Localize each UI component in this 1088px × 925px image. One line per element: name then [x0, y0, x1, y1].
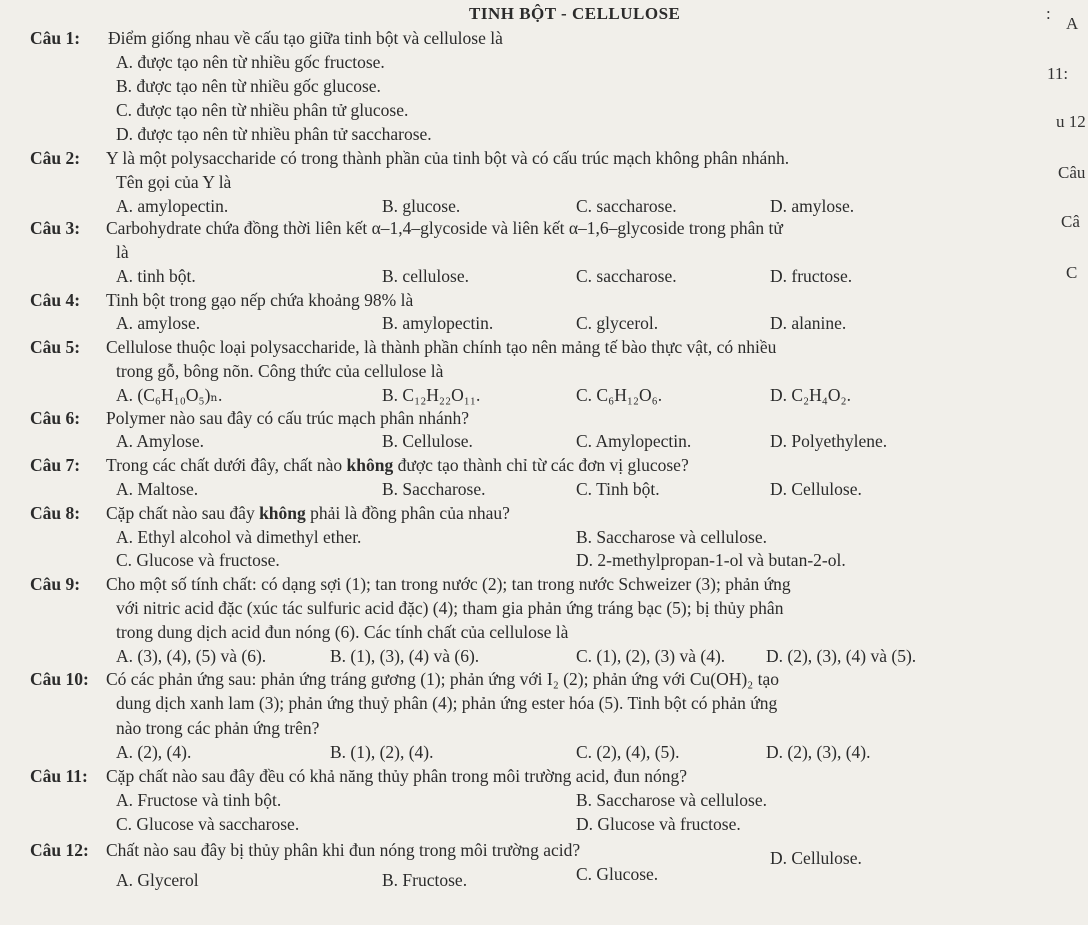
option-b: B. Fructose.	[382, 870, 468, 890]
option-c: C. (1), (2), (3) và (4).	[576, 646, 726, 666]
question-text-continued: với nitric acid đặc (xúc tác sulfuric acid đặc) (4); tham gia phản ứng tráng bạc (5); bị thủy phân	[116, 598, 784, 618]
question-label: Câu 8:	[30, 503, 81, 523]
option-b: B. amylopectin.	[382, 313, 494, 333]
edge-fragment: :	[1046, 4, 1051, 23]
question-label: Câu 9:	[30, 574, 81, 594]
question-label: Câu 4:	[30, 290, 81, 310]
option-c: C. glycerol.	[576, 313, 659, 333]
question-label: Câu 10:	[30, 669, 89, 689]
question-label: Câu 11:	[30, 766, 88, 786]
option-c: C. (2), (4), (5).	[576, 742, 680, 762]
option-b: B. Cellulose.	[382, 431, 473, 451]
question-text: Có các phản ứng sau: phản ứng tráng gương (1); phản ứng với I₂ (2); phản ứng với Cu(OH)₂ tạo	[106, 669, 780, 689]
question-text: Cho một số tính chất: có dạng sợi (1); tan trong nước (2); tan trong nước Schweizer (3); phản ứng	[106, 574, 791, 594]
question-text-continued: Tên gọi của Y là	[116, 172, 232, 192]
question-text-part: Trong các chất dưới đây, chất nào	[106, 455, 347, 475]
option-a: A. Glycerol	[116, 870, 199, 890]
edge-fragment: C	[1066, 263, 1078, 282]
option-d: D. Cellulose.	[770, 848, 862, 868]
option-b: B. (1), (2), (4).	[330, 742, 434, 762]
question-text-continued: nào trong các phản ứng trên?	[116, 718, 320, 738]
question-label: Câu 6:	[30, 408, 81, 428]
option-d: D. 2-methylpropan-1-ol và butan-2-ol.	[576, 550, 846, 570]
option-b: B. C₁₂H₂₂O₁₁.	[382, 385, 481, 405]
option-b: B. cellulose.	[382, 266, 469, 286]
option-d: D. fructose.	[770, 266, 853, 286]
question-text-continued: là	[116, 242, 129, 262]
question-text-continued: trong dung dịch acid đun nóng (6). Các tính chất của cellulose là	[116, 622, 569, 642]
option-b: B. glucose.	[382, 196, 461, 216]
option-c: C. Glucose.	[576, 864, 659, 884]
option-c: C. C₆H₁₂O₆.	[576, 385, 663, 405]
question-label: Câu 5:	[30, 337, 81, 357]
question-text-continued: dung dịch xanh lam (3); phản ứng thuỷ phân (4); phản ứng ester hóa (5). Tinh bột có phản ứng	[116, 693, 778, 713]
edge-fragment: Câu	[1058, 163, 1086, 182]
question-text: Polymer nào sau đây có cấu trúc mạch phân nhánh?	[106, 408, 469, 428]
emphasis-word: không	[346, 455, 394, 475]
option-a: A. được tạo nên từ nhiều gốc fructose.	[116, 52, 385, 72]
option-d: D. Polyethylene.	[770, 431, 888, 451]
question-text-part: Cặp chất nào sau đây	[106, 503, 260, 523]
question-label: Câu 2:	[30, 148, 81, 168]
option-d: D. (2), (3), (4).	[766, 742, 871, 762]
option-b: B. được tạo nên từ nhiều gốc glucose.	[116, 76, 381, 96]
option-c: C. Tinh bột.	[576, 479, 660, 499]
option-b: B. (1), (3), (4) và (6).	[330, 646, 480, 666]
edge-fragment: 11:	[1047, 64, 1069, 83]
edge-fragment: u 12	[1056, 112, 1086, 131]
option-b: B. Saccharose và cellulose.	[576, 790, 767, 810]
option-c: C. Glucose và saccharose.	[116, 814, 300, 834]
option-d: D. (2), (3), (4) và (5).	[766, 646, 917, 666]
edge-fragment: Câ	[1061, 212, 1080, 231]
question-text: Tinh bột trong gạo nếp chứa khoảng 98% là	[106, 290, 414, 310]
option-a: A. Maltose.	[116, 479, 199, 499]
question-text-continued: trong gỗ, bông nõn. Công thức của cellulose là	[116, 361, 444, 381]
question-label: Câu 12:	[30, 840, 89, 860]
question-text: Cellulose thuộc loại polysaccharide, là thành phần chính tạo nên mảng tế bào thực vật, có nhiều	[106, 337, 777, 357]
question-text: Điểm giống nhau về cấu tạo giữa tinh bột và cellulose là	[108, 28, 503, 48]
question-text-part: được tạo thành chỉ từ các đơn vị glucose?	[393, 455, 689, 475]
question-text: Chất nào sau đây bị thủy phân khi đun nóng trong môi trường acid?	[106, 840, 581, 860]
option-a: A. amylopectin.	[116, 196, 229, 216]
question-text: Y là một polysaccharide có trong thành phần của tinh bột và có cấu trúc mạch không phân nhánh.	[106, 148, 790, 168]
option-c: C. Glucose và fructose.	[116, 550, 280, 570]
option-c: C. saccharose.	[576, 196, 677, 216]
option-c: C. Amylopectin.	[576, 431, 692, 451]
option-d: D. Glucose và fructose.	[576, 814, 741, 834]
question-label: Câu 3:	[30, 218, 81, 238]
option-a: A. (3), (4), (5) và (6).	[116, 646, 267, 666]
page-title: TINH BỘT - CELLULOSE	[469, 4, 681, 23]
option-a: A. (C₆H₁₀O₅)ₙ.	[116, 385, 223, 405]
question-text-part: phải là đồng phân của nhau?	[305, 503, 510, 523]
option-b: B. Saccharose và cellulose.	[576, 527, 767, 547]
option-d: D. C₂H₄O₂.	[770, 385, 852, 405]
emphasis-word: không	[259, 503, 306, 523]
option-a: A. Ethyl alcohol và dimethyl ether.	[116, 527, 362, 547]
option-d: D. được tạo nên từ nhiều phân tử saccharose.	[116, 124, 432, 144]
option-a: A. amylose.	[116, 313, 201, 333]
option-d: D. alanine.	[770, 313, 847, 333]
option-b: B. Saccharose.	[382, 479, 486, 499]
question-text	[106, 503, 510, 523]
edge-fragment: A	[1066, 14, 1079, 33]
option-d: D. Cellulose.	[770, 479, 862, 499]
option-a: A. (2), (4).	[116, 742, 192, 762]
question-text: Cặp chất nào sau đây đều có khả năng thủy phân trong môi trường acid, đun nóng?	[106, 766, 688, 786]
option-c: C. được tạo nên từ nhiều phân tử glucose.	[116, 100, 409, 120]
option-c: C. saccharose.	[576, 266, 677, 286]
question-text	[106, 455, 689, 475]
question-label: Câu 1:	[30, 28, 81, 48]
question-text: Carbohydrate chứa đồng thời liên kết α–1,4–glycoside và liên kết α–1,6–glycoside trong phân tử	[106, 218, 783, 238]
option-a: A. Fructose và tinh bột.	[116, 790, 282, 810]
question-label: Câu 7:	[30, 455, 81, 475]
option-a: A. tinh bột.	[116, 266, 196, 286]
option-a: A. Amylose.	[116, 431, 204, 451]
option-d: D. amylose.	[770, 196, 855, 216]
